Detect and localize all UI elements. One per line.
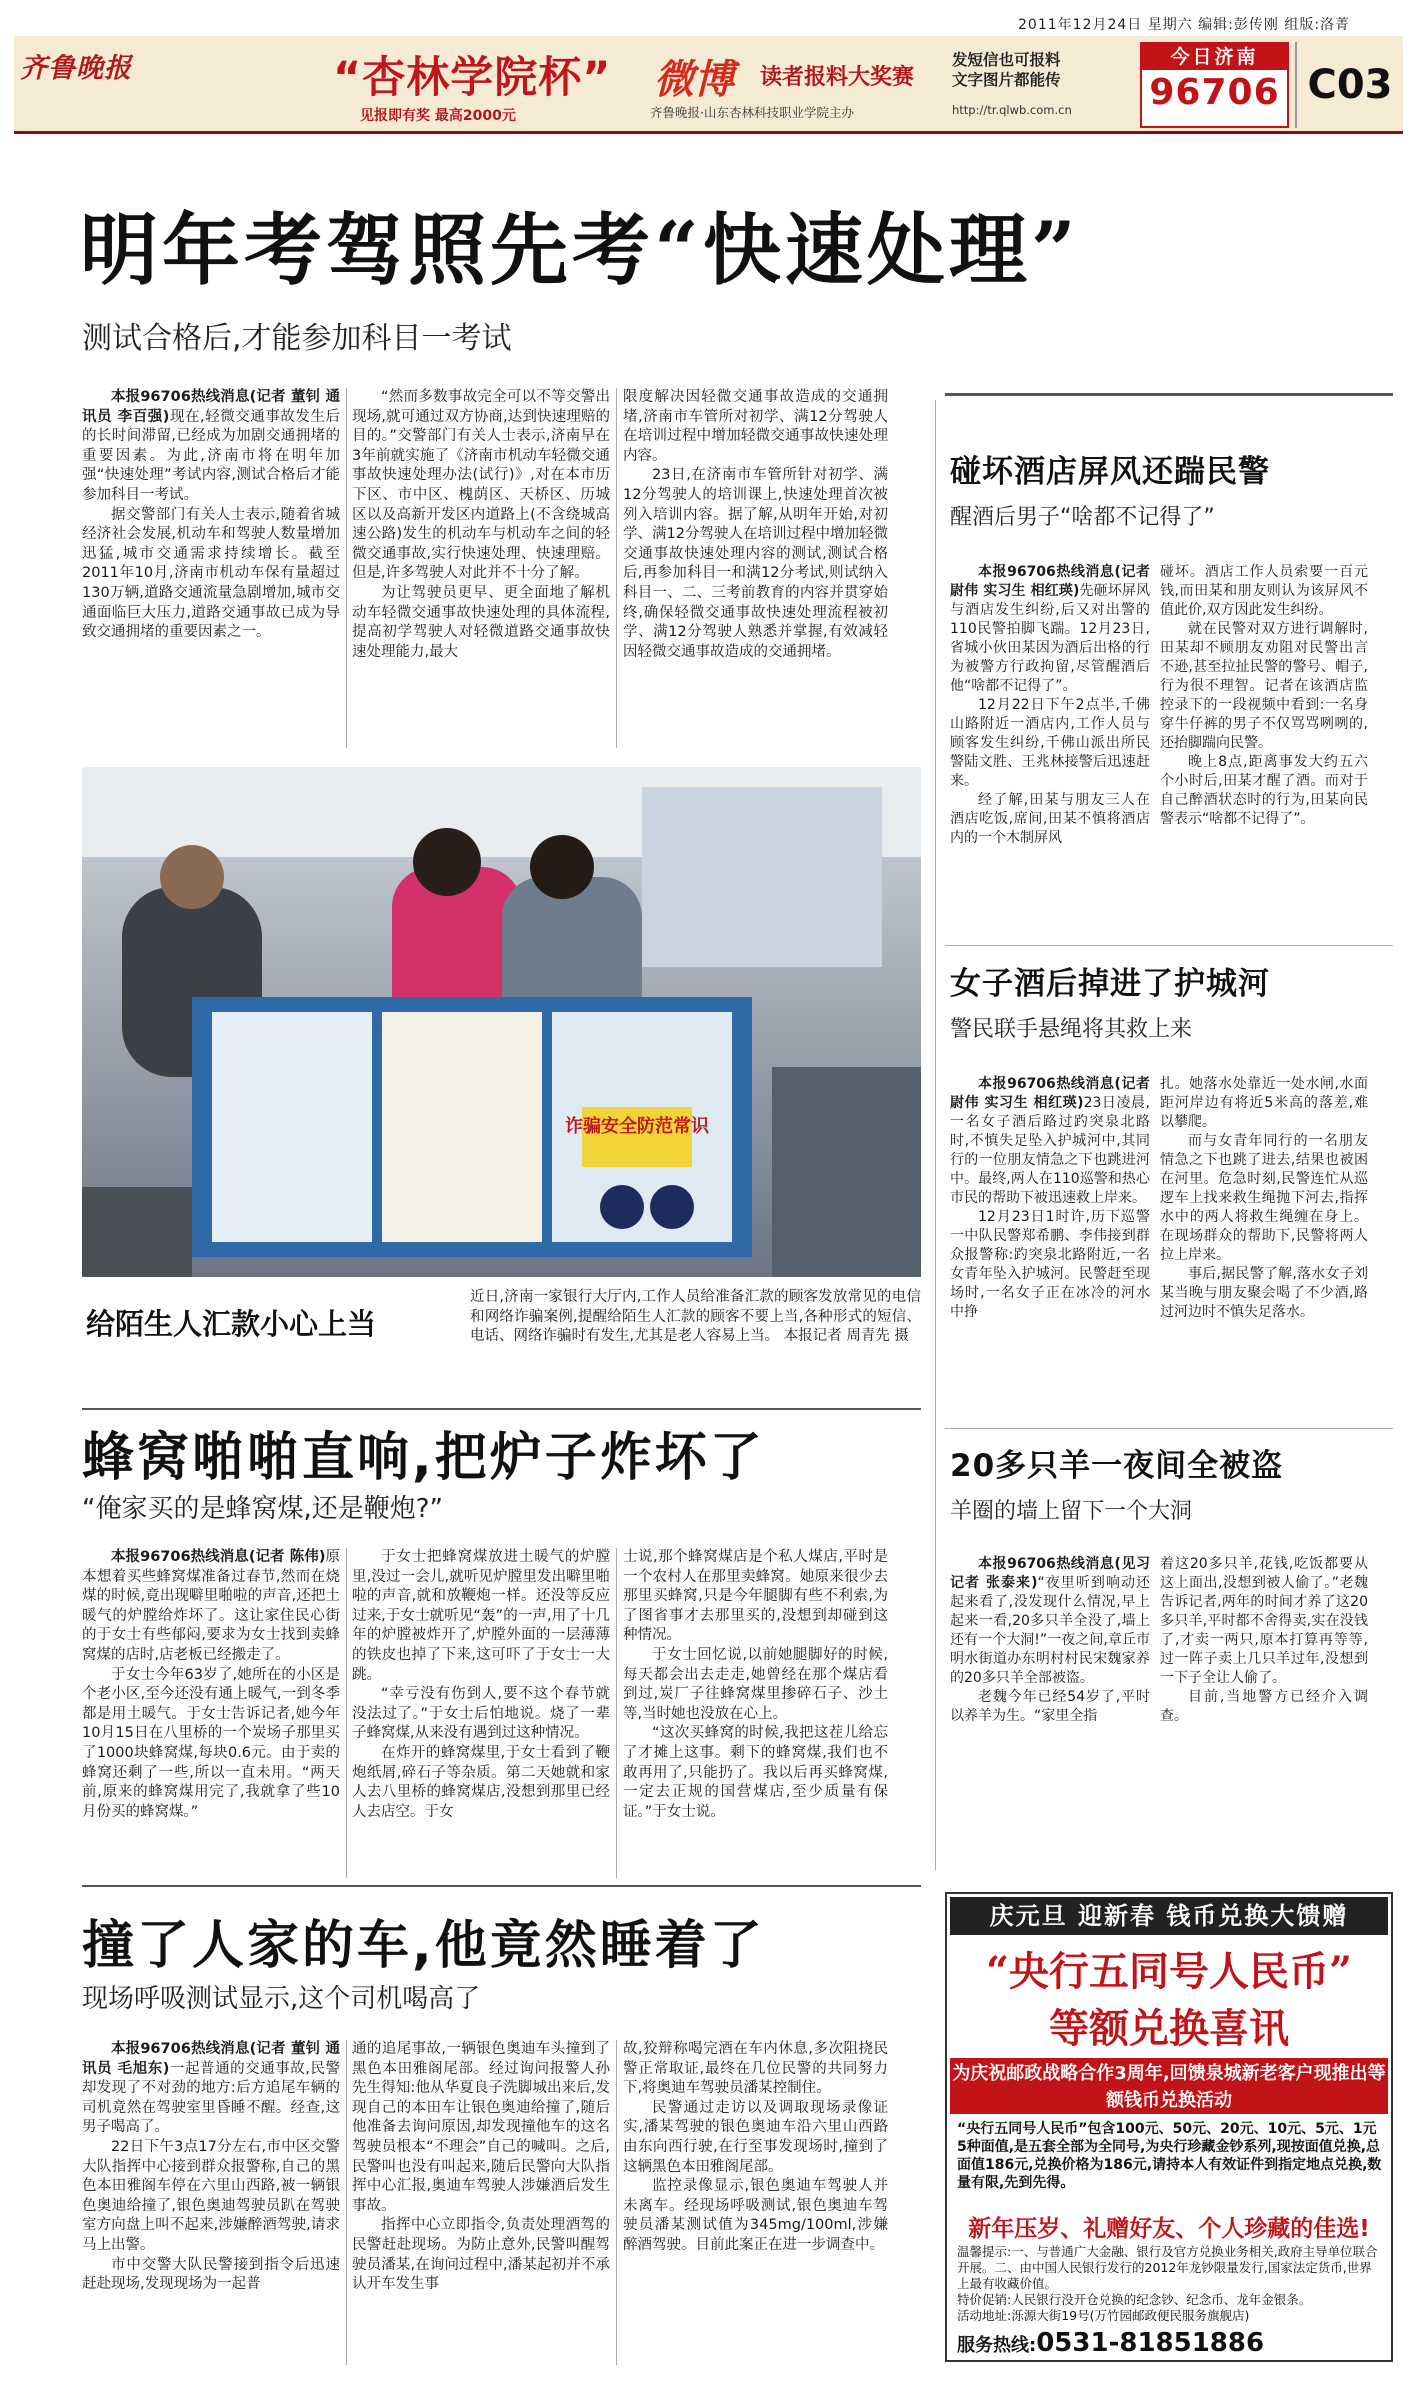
side1-col1-p2: 12月22日下午2点半,千佛山路附近一酒店内,工作人员与顾客发生纠纷,千佛山派出所民警陆文胜、王兆林接警后迅速赶来。 xyxy=(950,697,1150,789)
section3-headline: 撞了人家的车,他竟然睡着了 xyxy=(82,1916,765,1976)
section2-col2-p2: “幸亏没有伤到人,要不这个春节就没法过了。”于女士后怕地说。烧了一辈子蜂窝煤,从来没有遇到过这种情况。 xyxy=(352,1686,610,1742)
issue-meta: 2011年12月24日 星期六 编辑:彭传刚 组版:洛菁 xyxy=(1018,17,1351,33)
side3-col1-p1: “夜里听到响动还起来看了,没发现什么情况,早上起来一看,20多只羊全没了,墙上还有一个大洞!”一夜之间,章丘市明水街道办东明村村民宋魏家养的20多只羊全部被盗。 xyxy=(950,1575,1150,1686)
hotline-label: 今日济南 xyxy=(1142,44,1287,70)
column-divider xyxy=(616,1548,617,1878)
side1-col2-p3: 晚上8点,距离事发大约五六个小时后,田某才醒了酒。而对于自己醉酒状态时的行为,田某向民警表示“啥都不记得了”。 xyxy=(1160,754,1368,827)
poster-title: 诈骗安全防范常识 xyxy=(565,1116,709,1137)
section2-col3-p1: 士说,那个蜂窝煤店是个私人煤店,平时是一个农村人在那里卖蜂窝。她原来很少去那里买蜂窝,只是今年腿脚有些不利索,为了图省事才去那里买的,没想到却碰到这种情况。 xyxy=(623,1549,888,1644)
side3-column-2 xyxy=(1160,1555,1368,1875)
ad-phone-label: 服务热线: xyxy=(957,2335,1037,2356)
ad-promo-band: 为庆祝邮政战略合作3周年,回馈泉城新老客户现推出等额钱币兑换活动 xyxy=(950,2058,1388,2114)
tip-url[interactable]: http://tr.qlwb.com.cn xyxy=(952,103,1072,117)
side1-column-2 xyxy=(1160,563,1368,933)
side3-col1-p2: 老魏今年已经54岁了,平时以养羊为生。“家里全指 xyxy=(950,1689,1150,1724)
page-number: C03 xyxy=(1295,42,1403,128)
story-divider xyxy=(945,1428,1393,1429)
section2-rule xyxy=(82,1408,921,1410)
weibo-label: 微博 xyxy=(654,57,734,103)
ad-notes: 温馨提示:一、与普通广大金融、银行及官方兑换业务相关,政府主导单位联合开展。二、由中国人民银行发行的2012年龙钞限量发行,国家法定货币,世界上最有收藏价值。 特价促销:人民银行没开仓兑换的纪念钞、纪念币、龙年金银条。 活动地址:泺源大街19号(万竹园邮政便民服务旗舰店) xyxy=(957,2244,1378,2323)
hotline-number: 96706 xyxy=(1149,72,1280,113)
section3-col3-p2: 民警通过走访以及调取现场录像证实,潘某驾驶的银色奥迪车沿六里山西路由东向西行驶,在行至事发现场时,撞到了这辆黑色本田雅阁尾部。 xyxy=(623,2099,888,2175)
contest-prize-note: 见报即有奖 最高2000元 xyxy=(360,108,516,124)
side2-col1-p2: 12月23日1时许,历下巡警一中队民警郑希鹏、李伟接到群众报警称:趵突泉北路附近,一名女青年坠入护城河。民警赶至现场时,一名女子正在冰冷的河水中挣 xyxy=(950,1209,1150,1320)
section2-col3-p3: “这次买蜂窝的时候,我把这茬儿给忘了才摊上这事。剩下的蜂窝煤,我们也不敢再用了,只能扔了。我以后再买蜂窝煤,一定去正规的国营煤店,至少质量有保证。”于女士说。 xyxy=(623,1725,888,1820)
ad-body: “央行五同号人民币”包含100元、50元、20元、10元、5元、1元5种面值,是五套全部为全同号,为央行珍藏金钞系列,现按面值兑换,总面值186元,兑换价格为186元,请持本人有效证件到指定地点兑换,数量有限,先到先得。 xyxy=(957,2121,1382,2191)
side2-subheadline: 警民联手悬绳将其救上来 xyxy=(950,1017,1193,1042)
section3-byline: 本报96706热线消息(记者 董钊 通讯员 毛旭东) xyxy=(82,2041,340,2077)
section2-col3-p2: 于女士回忆说,以前她腿脚好的时候,每天都会出去走走,她曾经在那个煤店看到过,炭厂子往蜂窝煤里掺碎石子、沙土等,当时她也没放在心上。 xyxy=(623,1646,888,1722)
section3-col1-p1: 一起普通的交通事故,民警却发现了不对劲的地方:后方追尾车辆的司机竟然在驾驶室里昏睡不醒。经查,这男子喝高了。 xyxy=(82,2060,340,2136)
main-headline: 明年考驾照先考“快速处理” xyxy=(80,205,1080,296)
section2-col1-p1: 原本想着买些蜂窝煤准备过春节,然而在烧煤的时候,竟出现噼里啪啦的声音,还把土暖气的炉膛给炸坏了。这让家住民心街的于女士有些郁闷,要求为女士找到卖蜂窝煤的店时,店老板已经搬走了。 xyxy=(82,1549,340,1663)
section3-col1-p2: 22日下午3点17分左右,市中区交警大队指挥中心接到群众报警称,自己的黑色本田雅阁车停在六里山西路,被一辆银色奥迪给撞了,银色奥迪驾驶员趴在驾驶室方向盘上叫不起来,涉嫌醉酒驾驶,请求马上出警。 xyxy=(82,2138,340,2253)
column-divider xyxy=(346,388,347,748)
photo-caption-headline: 给陌生人汇款小心上当 xyxy=(86,1307,377,1341)
right-column-rule xyxy=(945,393,1393,396)
side1-col2-p1: 碰坏。酒店工作人员索要一百元钱,而田某和朋友则认为该屏风不值此价,双方因此发生纠纷。 xyxy=(1160,564,1368,618)
section2-column-1 xyxy=(82,1548,340,1878)
side3-byline: 本报96706热线消息(见习记者 张泰来) xyxy=(950,1556,1150,1591)
section2-col1-p2: 于女士今年63岁了,她所在的小区是个老小区,至今还没有通上暖气,一到冬季都是用土暖气。于女士告诉记者,她今年10月15日在八里桥的一个炭场子那里买了1000块蜂窝煤,每块0.6元。由于卖的蜂窝还剩了一些,所以一直未用。“两天前,原来的蜂窝煤用完了,我就拿了些10月份买的蜂窝煤。” xyxy=(82,1666,340,1820)
main-subheadline: 测试合格后,才能参加科目一考试 xyxy=(82,321,512,356)
section3-column-1 xyxy=(82,2040,340,2365)
section2-column-3 xyxy=(623,1548,888,1878)
side1-subheadline: 醒酒后男子“啥都不记得了” xyxy=(950,505,1215,530)
column-divider xyxy=(346,2040,347,2365)
side2-col2-p3: 事后,据民警了解,落水女子刘某当晚与朋友聚会喝了不少酒,路过河边时不慎失足落水。 xyxy=(1160,1266,1368,1320)
side2-column-2 xyxy=(1160,1075,1368,1415)
main-col3-p2: 23日,在济南市车管所针对初学、满12分驾驶人的培训课上,快速处理首次被列入培训内容。据了解,从明年开始,对初学、满12分驾驶人在培训过程中增加轻微交通事故快速处理内容的测试,测试合格后,再参加科目一和满12分考试,则试纳入科目一、二、三考前教育的内容并贯穿始终,确保轻微交通事故快速处理流程被初学、满12分驾驶人熟悉并掌握,有效减轻因轻微交通事故造成的交通拥堵。 xyxy=(623,467,888,660)
bank-hall-photo xyxy=(82,767,921,1277)
ad-banner-top: 庆元旦 迎新春 钱币兑换大馈赠 xyxy=(950,1897,1388,1935)
side2-headline: 女子酒后掉进了护城河 xyxy=(950,966,1270,1002)
side1-byline: 本报96706热线消息(记者 尉伟 实习生 相红瑛) xyxy=(950,564,1150,599)
section2-column-2 xyxy=(352,1548,610,1878)
side2-byline: 本报96706热线消息(记者 尉伟 实习生 相红瑛) xyxy=(950,1076,1150,1111)
column-divider xyxy=(616,388,617,748)
ad-phone xyxy=(957,2328,1382,2358)
section3-col2-p1: 通的追尾事故,一辆银色奥迪车头撞到了黑色本田雅阁尾部。经过询问报警人孙先生得知:他从华夏良子洗脚城出来后,发现自己的本田车让银色奥迪给撞了,随后他准备去询问原因,却发现撞他车的这名驾驶员根本“不理会”自己的喊叫。之后,民警叫也没有叫起来,随后民警向大队指挥中心汇报,奥迪车驾驶人涉嫌酒后发生事故。 xyxy=(352,2041,610,2214)
side1-col2-p2: 就在民警对双方进行调解时,田某却不顾朋友劝阻对民警出言不逊,甚至拉扯民警的警号、帽子,行为很不理智。记者在该酒店监控录下的一段视频中看到:一名身穿牛仔裤的男子不仅骂骂咧咧的,还抬脚踹向民警。 xyxy=(1160,621,1368,751)
ad-title: “央行五同号人民币” xyxy=(985,1948,1352,1995)
contest-name: 读者报料大奖赛 xyxy=(760,65,915,90)
main-col2-p1: “然而多数事故完全可以不等交警出现场,就可通过双方协商,达到快速理赔的目的。”交警部门有关人士表示,济南早在3年前就实施了《济南市机动车轻微交通事故快速处理办法(试行)》,对在本市历下区、市中区、槐荫区、天桥区、历城区以及高新开发区内道路上(不含绕城高速公路)发生的机动车与机动车之间的轻微交通事故,实行快速处理、快速理赔。但是,许多驾驶人对此并不十分了解。 xyxy=(352,389,610,582)
side1-headline: 碰坏酒店屏风还踹民警 xyxy=(950,454,1270,490)
section3-col3-p1: 故,狡辩称喝完酒在车内休息,多次阻挠民警正常取证,最终在几位民警的共同努力下,将奥迪车驾驶员潘某控制住。 xyxy=(623,2041,888,2097)
section3-rule xyxy=(82,1885,921,1887)
section2-subheadline: “俺家买的是蜂窝煤,还是鞭炮?” xyxy=(82,1494,444,1524)
main-column-2 xyxy=(352,388,610,748)
photo-caption: 近日,济南一家银行大厅内,工作人员给准备汇款的顾客发放常见的电信和网络诈骗案例,提醒给陌生人汇款的顾客不要上当,各种形式的短信、电话、网络诈骗时有发生,尤其是老人容易上当。 本报记者 周青先 摄 xyxy=(470,1289,921,1345)
contest-title: “杏林学院杯” xyxy=(333,53,612,103)
section2-col2-p1: 于女士把蜂窝煤放进土暖气的炉膛里,没过一会儿,就听见炉膛里发出噼里啪啦的声音,就和放鞭炮一样。还没等反应过来,于女士就听见“轰”的一声,用了十几年的炉膛被炸开了,炉膛外面的一层薄薄的铁皮也掉了下来,这可吓了于女士一大跳。 xyxy=(352,1549,610,1683)
main-column-3 xyxy=(623,388,888,748)
sms-tip: 发短信也可报料 文字图片都能传 xyxy=(952,51,1061,89)
main-col3-p1: 限度解决因轻微交通事故造成的交通拥堵,济南市车管所对初学、满12分驾驶人在培训过程中增加轻微交通事故快速处理内容。 xyxy=(623,389,888,464)
side2-col2-p1: 扎。她落水处靠近一处水闸,水面距河岸边有将近5米高的落差,难以攀爬。 xyxy=(1160,1076,1368,1130)
newspaper-logo: 齐鲁晚报 xyxy=(20,53,132,84)
side1-col1-p1: 先砸坏屏风与酒店发生纠纷,后又对出警的110民警拍脚飞踹。12月23日,省城小伙田某因为酒后出格的行为被警方行政拘留,尽管醒酒后他“啥都不记得了”。 xyxy=(950,583,1150,694)
ad-phone-number: 0531-81851886 xyxy=(1036,2328,1265,2358)
section2-col2-p3: 在炸开的蜂窝煤里,于女士看到了鞭炮纸屑,碎石子等杂质。第二天她就和家人去八里桥的蜂窝煤店,没想到那里已经人去店空。于女 xyxy=(352,1744,610,1820)
section3-col1-p3: 市中交警大队民警接到指令后迅速赶赴现场,发现现场为一起普 xyxy=(82,2256,340,2293)
ad-slogan: 新年压岁、礼赠好友、个人珍藏的佳选! xyxy=(968,2216,1370,2242)
main-col1-p2: 据交警部门有关人士表示,随着省城经济社会发展,机动车和驾驶人数量增加迅猛,城市交通需求持续增长。截至2011年10月,济南市机动车保有量超过130万辆,道路交通流量急剧增加,城市交通面临巨大压力,道路交通事故已成为导致交通拥堵的重要因素之一。 xyxy=(82,506,340,641)
side2-col2-p2: 而与女青年同行的一名朋友情急之下也跳了进去,结果也被困在河里。危急时刻,民警连忙从巡逻车上找来救生绳抛下河去,指挥水中的两人将救生绳缠在身上。在现场群众的帮助下,民警将两人拉上岸来。 xyxy=(1160,1133,1368,1263)
section3-col3-p3: 监控录像显示,银色奥迪车驾驶人并未离车。经现场呼吸测试,银色奥迪车驾驶员潘某测试值为345mg/100ml,涉嫌醉酒驾驶。目前此案正在进一步调查中。 xyxy=(623,2178,888,2253)
side3-headline: 20多只羊一夜间全被盗 xyxy=(950,1448,1284,1484)
contest-organizers: 齐鲁晚报·山东杏林科技职业学院主办 xyxy=(650,105,854,120)
ad-title-line2: 等额兑换喜讯 xyxy=(1049,2005,1289,2052)
section3-column-2 xyxy=(352,2040,610,2365)
section2-byline: 本报96706热线消息(记者 陈伟) xyxy=(111,1549,326,1565)
side3-col2-p1: 着这20多只羊,花钱,吃饭都要从这上面出,没想到被人偷了。”老魏告诉记者,两年的时间才养了这20多只羊,平时都不舍得卖,实在没钱了,才卖一两只,原本打算再等等,过一阵子卖上几只羊过年,没想到一下子全让人偷了。 xyxy=(1160,1556,1368,1686)
story-divider xyxy=(945,945,1393,946)
side1-column-1 xyxy=(950,563,1150,933)
column-divider xyxy=(616,2040,617,2365)
side3-col2-p2: 目前,当地警方已经介入调查。 xyxy=(1160,1689,1368,1724)
section3-subheadline: 现场呼吸测试显示,这个司机喝高了 xyxy=(82,1984,481,2014)
side1-col1-p3: 经了解,田某与朋友三人在酒店吃饭,席间,田某不慎将酒店内的一个木制屏风 xyxy=(950,792,1150,846)
news-photo xyxy=(82,767,921,1277)
column-divider xyxy=(346,1548,347,1878)
side2-column-1 xyxy=(950,1075,1150,1415)
column-divider xyxy=(935,400,936,1870)
section3-column-3 xyxy=(623,2040,888,2365)
section2-headline: 蜂窝啪啪直响,把炉子炸坏了 xyxy=(82,1428,765,1488)
main-col1-p1: 现在,轻微交通事故发生后的长时间滞留,已经成为加剧交通拥堵的重要因素。为此,济南市将在明年加强“快速处理”考试内容,测试合格后才能参加科目一考试。 xyxy=(82,408,340,503)
main-byline: 本报96706热线消息(记者 董钊 通讯员 李百强) xyxy=(82,389,340,425)
main-column-1 xyxy=(82,388,340,748)
side3-subheadline: 羊圈的墙上留下一个大洞 xyxy=(950,1499,1193,1524)
section3-col2-p2: 指挥中心立即指令,负责处理酒驾的民警赶赴现场。为防止意外,民警叫醒驾驶员潘某,在询问过程中,潘某起初并不承认开车发生事 xyxy=(352,2217,610,2293)
side2-col1-p1: 23日凌晨,一名女子酒后路过趵突泉北路时,不慎失足坠入护城河中,其同行的一位朋友情急之下也跳进河中。最终,两人在110巡警和热心市民的帮助下被迅速救上岸来。 xyxy=(950,1095,1150,1206)
side3-column-1 xyxy=(950,1555,1150,1875)
main-col2-p2: 为让驾驶员更早、更全面地了解机动车轻微交通事故快速处理的具体流程,提高初学驾驶人对轻微道路交通事故快速处理能力,最大 xyxy=(352,584,610,660)
